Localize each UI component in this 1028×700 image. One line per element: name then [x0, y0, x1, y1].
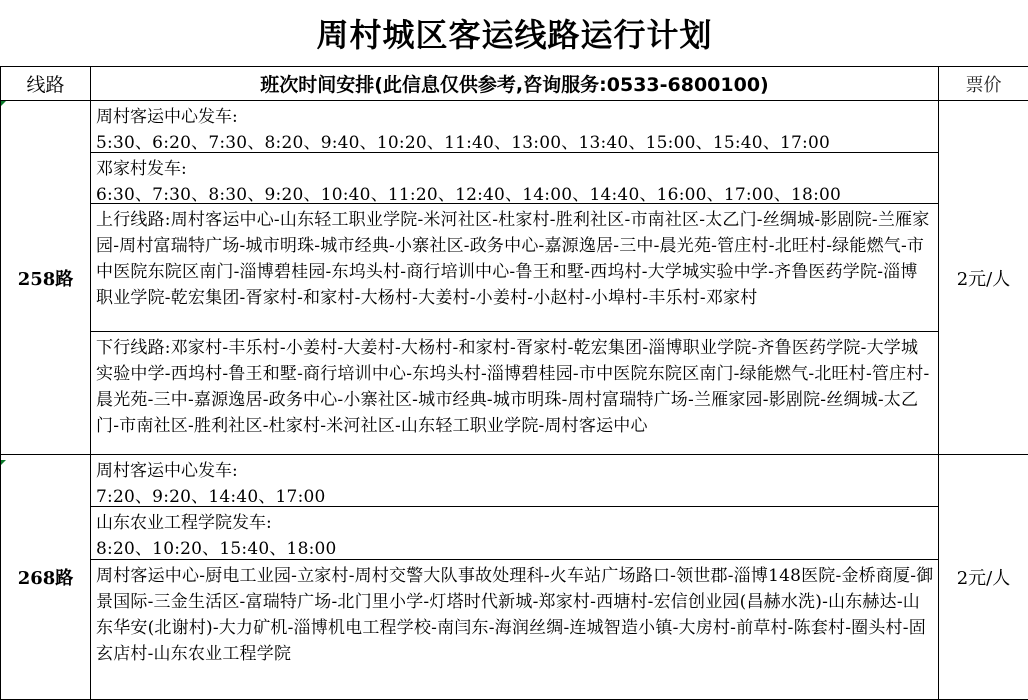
cell-comment-marker	[1, 460, 6, 465]
segment-times: 5:30、6:20、7:30、8:20、9:40、10:20、11:40、13:00、13:40、15:00、15:40、17:00	[96, 130, 934, 152]
route-258-segment-up-line	[91, 203, 938, 331]
route-268-schedule	[91, 455, 939, 700]
segment-times: 6:30、7:30、8:30、9:20、10:40、11:20、12:40、14:00、14:40、16:00、17:00、18:00	[96, 182, 934, 203]
route-name-258: 258路	[1, 101, 91, 455]
page-title: 周村城区客运线路运行计划	[1, 0, 1028, 67]
segment-times: 8:20、10:20、15:40、18:00	[96, 536, 934, 559]
segment-label: 周村客运中心发车:	[96, 458, 934, 484]
route-268-segment-depart-center	[91, 455, 938, 506]
segment-stops: 上行线路:周村客运中心-山东轻工职业学院-米河社区-杜家村-胜利社区-市南社区-太乙门-丝绸城-影剧院-兰雁家园-周村富瑞特广场-城市明珠-城市经典-小寨社区-政务中心-嘉源逸居-三中-晨光苑-管庄村-北旺村-绿能燃气-市中医院东院区南门-淄博碧桂园-东坞头村-商行培训中心-鲁王和墅-西坞村-大学城实验中学-齐鲁医药学院-淄博职业学院-乾宏集团-胥家村-和家村-大杨村-大姜村-小姜村-小赵村-小埠村-丰乐村-邓家村	[96, 207, 934, 311]
segment-label: 邓家村发车:	[96, 156, 934, 182]
header-schedule: 班次时间安排(此信息仅供参考,咨询服务:0533-6800100)	[91, 67, 939, 101]
route-price-268: 2元/人	[939, 455, 1028, 700]
route-268-segment-depart-college	[91, 506, 938, 559]
segment-stops: 周村客运中心-厨电工业园-立家村-周村交警大队事故处理科-火车站广场路口-领世郡-淄博148医院-金桥商厦-御景国际-三金生活区-富瑞特广场-北门里小学-灯塔时代新城-郑家村-西塘村-宏信创业园(昌赫水洗)-山东赫达-山东华安(北谢村)-大力矿机-淄博机电工程学校-南闫东-海润丝绸-连城智造小镇-大房村-前草村-陈套村-圈头村-固玄店村-山东农业工程学院	[96, 563, 934, 667]
route-258-segment-depart-center	[91, 101, 938, 152]
route-268-segment-line	[91, 559, 938, 699]
segment-label: 山东农业工程学院发车:	[96, 510, 934, 536]
segment-label: 周村客运中心发车:	[96, 104, 934, 130]
header-route: 线路	[1, 67, 91, 101]
route-258-schedule	[91, 101, 939, 455]
route-258-segment-depart-dengjia	[91, 152, 938, 203]
route-price-258: 2元/人	[939, 101, 1028, 455]
cell-comment-marker	[1, 101, 6, 106]
route-name-268: 268路	[1, 455, 91, 700]
segment-stops: 下行线路:邓家村-丰乐村-小姜村-大姜村-大杨村-和家村-胥家村-乾宏集团-淄博职业学院-齐鲁医药学院-大学城实验中学-西坞村-鲁王和墅-商行培训中心-东坞头村-淄博碧桂园-市中医院东院区南门-绿能燃气-北旺村-管庄村-晨光苑-三中-嘉源逸居-政务中心-小寨社区-城市经典-城市明珠-周村富瑞特广场-兰雁家园-影剧院-丝绸城-太乙门-市南社区-胜利社区-杜家村-米河社区-山东轻工职业学院-周村客运中心	[96, 335, 934, 439]
route-258-segment-down-line	[91, 331, 938, 453]
segment-times: 7:20、9:20、14:40、17:00	[96, 484, 934, 506]
header-price: 票价	[939, 67, 1028, 101]
